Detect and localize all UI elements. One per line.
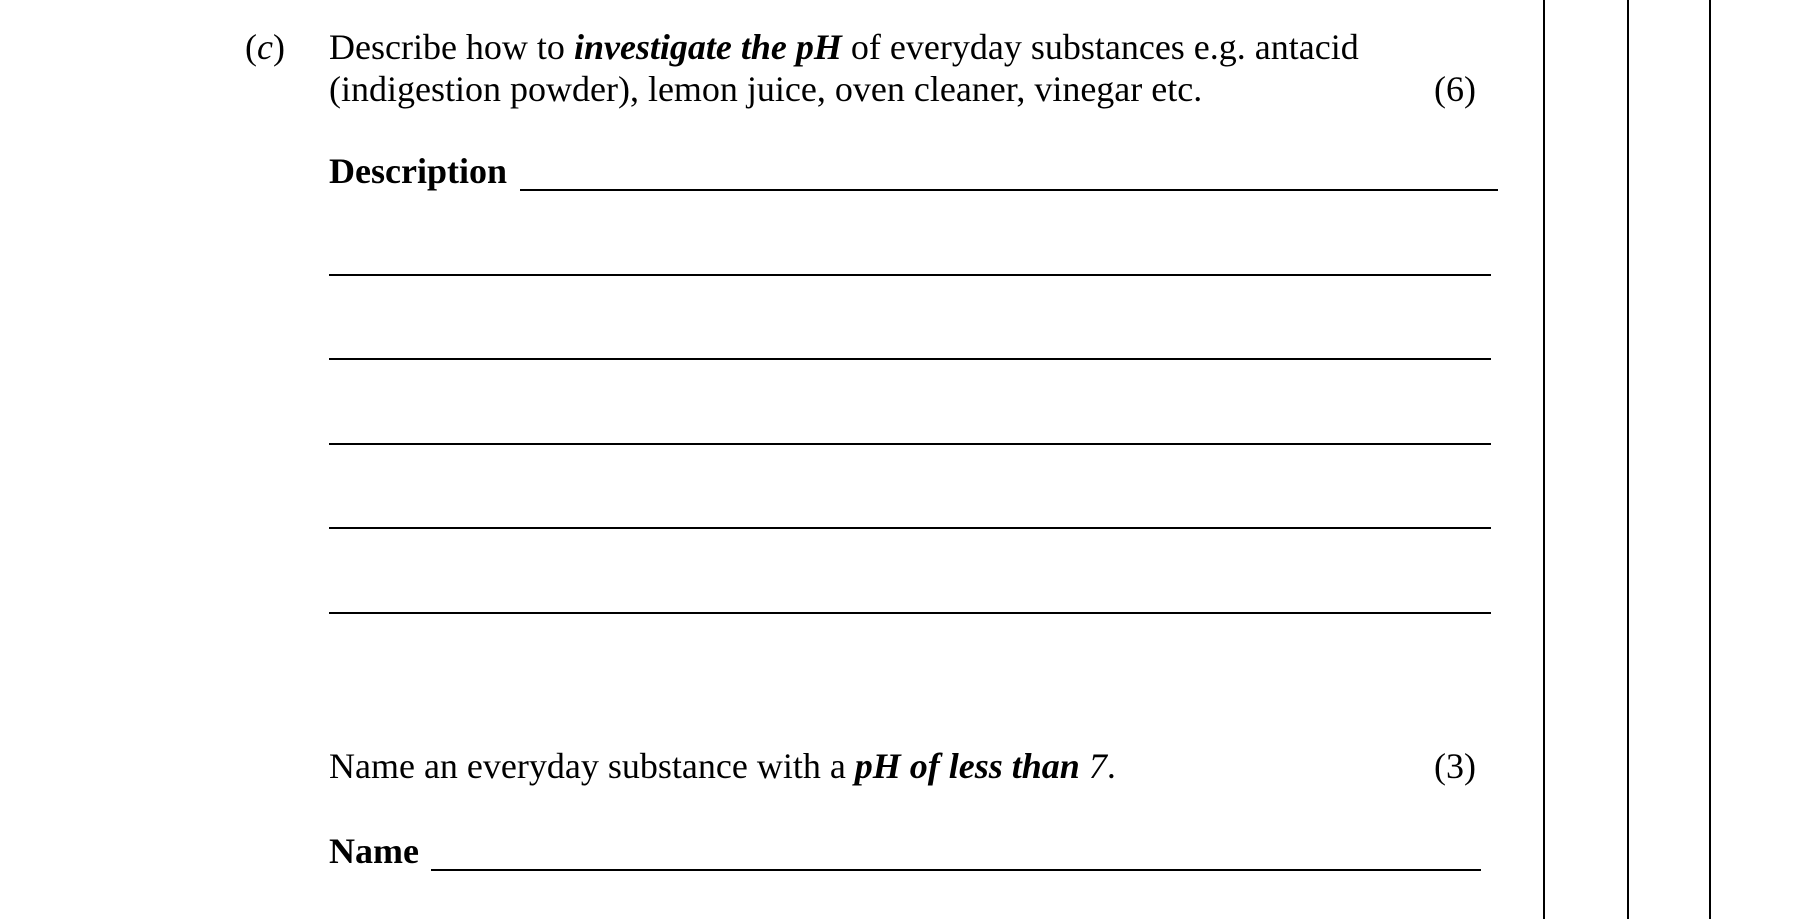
question-2-emphasis: pH of less than (854, 746, 1080, 786)
margin-line (1627, 0, 1629, 919)
question-text (329, 26, 1429, 110)
question-emphasis: investigate the pH (573, 27, 842, 67)
answer-line[interactable] (329, 443, 1491, 445)
margin-line (1543, 0, 1545, 919)
answer-line[interactable] (520, 189, 1498, 191)
part-letter: c (257, 27, 273, 67)
name-label: Name (329, 831, 419, 871)
answer-line[interactable] (329, 274, 1491, 276)
answer-line[interactable] (329, 358, 1491, 360)
question-2-number: 7 (1079, 746, 1107, 786)
answer-line[interactable] (329, 612, 1491, 614)
margin-line (1709, 0, 1711, 919)
question-2-text (329, 745, 1116, 787)
question-line-1-before: Describe how to (329, 27, 574, 67)
question-line-1-after: of everyday substances e.g. antacid (841, 27, 1359, 67)
marks-allocation-2: (3) (1434, 746, 1476, 786)
name-answer-line[interactable] (431, 869, 1481, 871)
part-label: (c) (245, 27, 285, 67)
question-2-before: Name an everyday substance with a (329, 746, 855, 786)
answer-line[interactable] (329, 527, 1491, 529)
description-label: Description (329, 151, 507, 191)
question-2-after: . (1106, 746, 1116, 786)
marks-allocation: (6) (1434, 69, 1476, 109)
question-line-1 (329, 26, 1429, 68)
question-line-2: (indigestion powder), lemon juice, oven cleaner, vinegar etc. (329, 69, 1203, 109)
